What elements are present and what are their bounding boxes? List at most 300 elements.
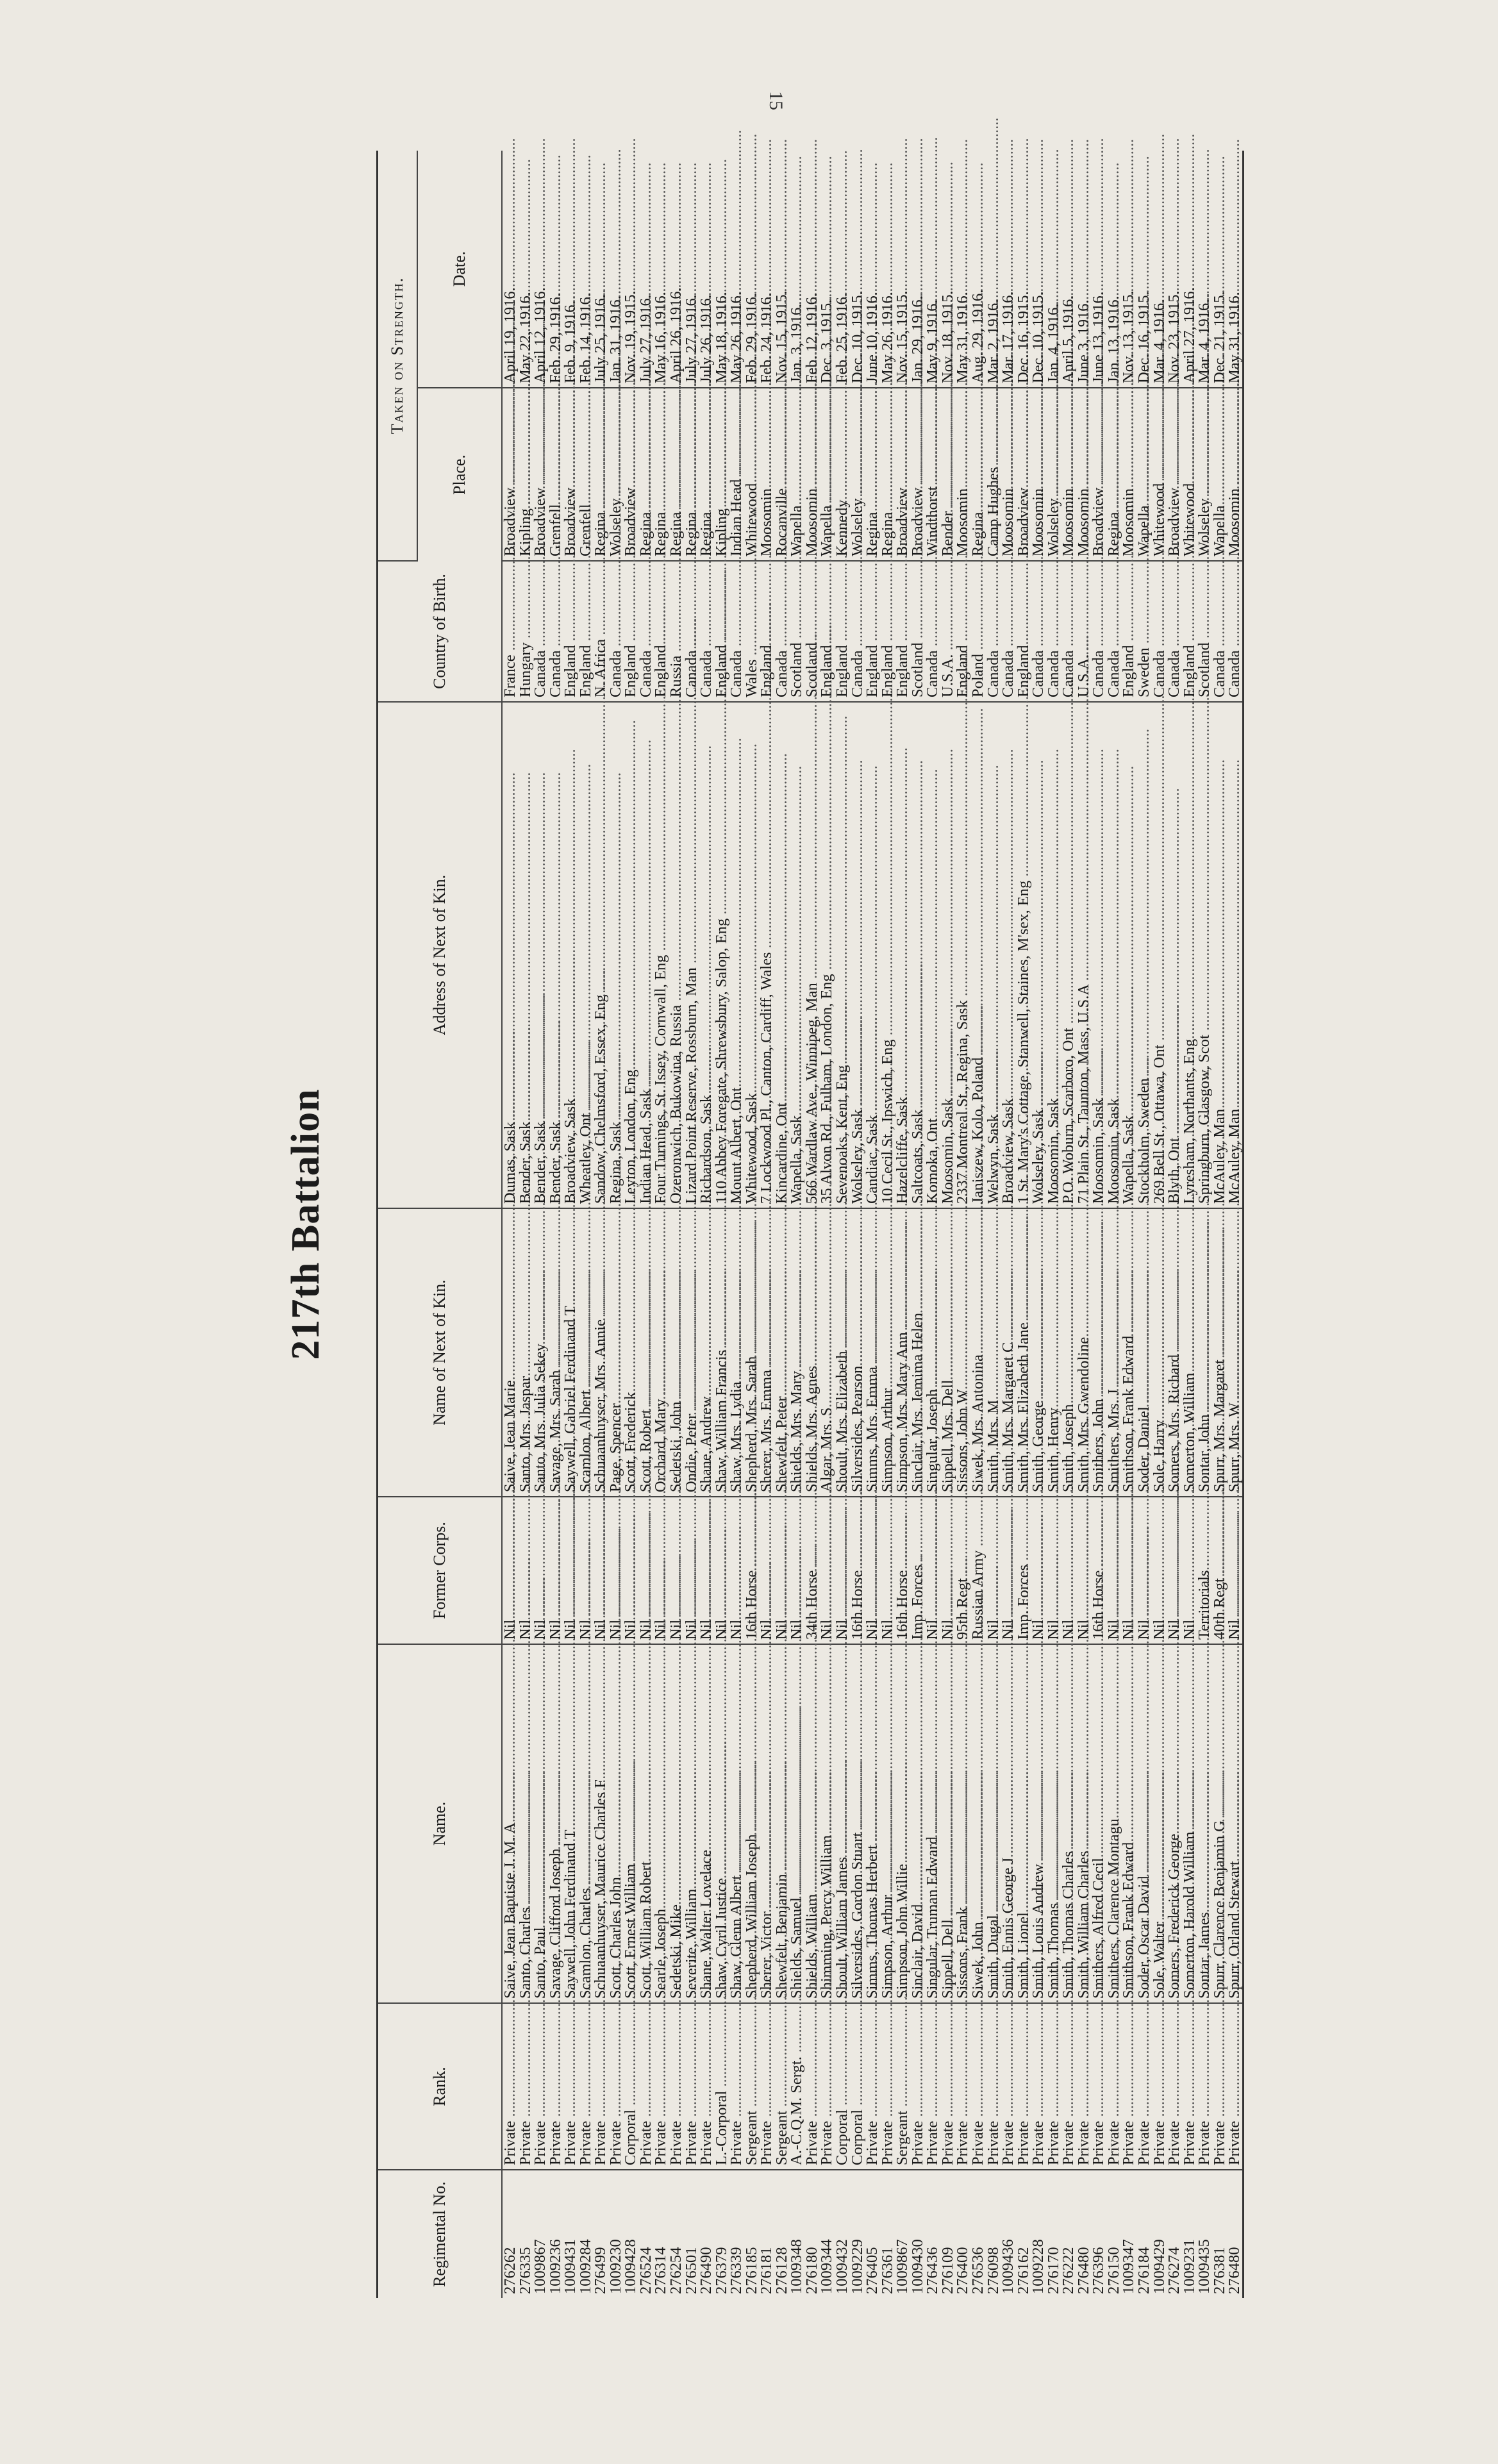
next-of-kin-cell bbox=[1106, 1208, 1122, 1497]
rank-cell-text: Private bbox=[1029, 2120, 1047, 2165]
country-cell-text: Scotland bbox=[788, 642, 806, 697]
next-of-kin-cell-text: Savage, Mrs. Sarah bbox=[546, 1370, 564, 1492]
regimental-no-cell-text: 276162 bbox=[1014, 2247, 1032, 2294]
former-corps-cell bbox=[669, 1497, 684, 1644]
next-of-kin-cell bbox=[548, 1208, 563, 1497]
address-cell-text: Saltcoats, Sask bbox=[908, 1110, 926, 1204]
name-cell-text: Somerton, Harold William bbox=[1180, 1831, 1198, 1999]
next-of-kin-cell-text: Schuaanhuyser, Mrs. Annie bbox=[592, 1319, 610, 1492]
name-cell bbox=[699, 1644, 714, 2003]
next-of-kin-cell bbox=[1197, 1208, 1212, 1497]
next-of-kin-cell bbox=[1061, 1208, 1076, 1497]
table-row bbox=[714, 151, 729, 2298]
place-cell-text: Rocanville bbox=[772, 488, 790, 556]
country-cell-text: Canada bbox=[546, 650, 564, 697]
next-of-kin-cell-text: Algar, Mrs. S bbox=[818, 1407, 836, 1492]
address-cell-text: Janiszew, Kolo, Poland bbox=[969, 1057, 986, 1204]
name-cell-text: Smith, Louis Andrew bbox=[1029, 1863, 1047, 1999]
next-of-kin-cell-text: Ondie, Peter bbox=[682, 1413, 700, 1492]
former-corps-cell-text: Nil bbox=[1165, 1619, 1183, 1640]
next-of-kin-cell bbox=[865, 1208, 880, 1497]
regimental-no-cell bbox=[744, 2170, 760, 2298]
country-cell bbox=[880, 561, 895, 702]
place-cell bbox=[1167, 388, 1182, 561]
former-corps-cell bbox=[1227, 1497, 1243, 1644]
place-cell-text: Moosomin bbox=[803, 488, 820, 556]
table-row bbox=[548, 151, 563, 2298]
address-cell bbox=[518, 702, 533, 1208]
regimental-no-cell-text: 276405 bbox=[863, 2247, 881, 2294]
name-cell-text: Sole, Walter bbox=[1150, 1921, 1168, 1999]
date-cell-text: July 27, 1916. bbox=[637, 294, 654, 383]
rank-cell-text: Private bbox=[954, 2120, 972, 2165]
date-cell-text: July 25, 1916. bbox=[592, 294, 610, 383]
former-corps-cell-text: Nil bbox=[833, 1619, 851, 1640]
next-of-kin-cell-text: Shields, Mrs. Mary bbox=[788, 1370, 806, 1492]
table-row bbox=[1046, 151, 1061, 2298]
next-of-kin-cell-text: Page, Spencer bbox=[606, 1403, 624, 1492]
address-cell bbox=[955, 702, 970, 1208]
place-cell-text: Regina bbox=[637, 512, 654, 556]
rank-cell bbox=[865, 2003, 880, 2170]
next-of-kin-cell bbox=[729, 1208, 744, 1497]
regimental-no-cell bbox=[623, 2170, 638, 2298]
former-corps-cell bbox=[1091, 1497, 1106, 1644]
name-cell-text: Savage, Clifford Joseph bbox=[546, 1848, 564, 1999]
address-cell-text: Komoka, Ont bbox=[924, 1118, 942, 1204]
country-cell-text: Canada bbox=[682, 650, 700, 697]
former-corps-cell bbox=[774, 1497, 790, 1644]
rank-cell-text: Private bbox=[908, 2120, 926, 2165]
place-cell bbox=[1152, 388, 1167, 561]
country-cell bbox=[835, 561, 850, 702]
former-corps-cell bbox=[819, 1497, 835, 1644]
rank-cell-text: Private bbox=[803, 2120, 820, 2165]
regimental-no-cell-text: 276180 bbox=[803, 2247, 820, 2294]
next-of-kin-cell bbox=[850, 1208, 865, 1497]
name-cell-text: Smith, Lionel bbox=[1014, 1912, 1032, 1999]
next-of-kin-cell-text: Scott, Frederick bbox=[622, 1392, 640, 1492]
regimental-no-cell bbox=[759, 2170, 774, 2298]
regimental-no-cell-text: 1009229 bbox=[848, 2239, 866, 2294]
name-cell bbox=[804, 1644, 820, 2003]
former-corps-cell-text: Nil bbox=[863, 1619, 881, 1640]
former-corps-cell-text: Nil bbox=[1150, 1619, 1168, 1640]
address-cell bbox=[1182, 702, 1197, 1208]
name-cell bbox=[593, 1644, 608, 2003]
rank-cell bbox=[578, 2003, 594, 2170]
date-cell-text: Dec. 10, 1915. bbox=[1029, 291, 1047, 383]
regimental-no-cell-text: 276400 bbox=[954, 2247, 972, 2294]
address-cell-text: Indian Head, Sask bbox=[637, 1089, 654, 1204]
regimental-no-cell-text: 1009432 bbox=[833, 2239, 851, 2294]
address-cell-text: 269 Bell St., Ottawa, Ont bbox=[1150, 1044, 1168, 1204]
regimental-no-cell bbox=[1106, 2170, 1122, 2298]
next-of-kin-cell bbox=[925, 1208, 940, 1497]
name-cell bbox=[1031, 1644, 1046, 2003]
place-cell bbox=[910, 388, 926, 561]
regimental-no-cell bbox=[1227, 2170, 1243, 2298]
rank-cell bbox=[1152, 2003, 1167, 2170]
next-of-kin-cell-text: Smith, Mrs. Margaret C bbox=[999, 1342, 1017, 1492]
place-cell bbox=[608, 388, 624, 561]
address-cell-text: Richardson, Sask bbox=[697, 1094, 715, 1204]
rank-cell bbox=[729, 2003, 744, 2170]
country-cell bbox=[1001, 561, 1016, 702]
country-cell-text: Canada bbox=[924, 650, 942, 697]
date-cell-text: Mar. 4, 1916. bbox=[1150, 299, 1168, 383]
name-cell bbox=[910, 1644, 926, 2003]
regimental-no-cell bbox=[684, 2170, 699, 2298]
former-corps-cell bbox=[970, 1497, 986, 1644]
country-cell-text: Hungary bbox=[516, 642, 534, 697]
rank-cell bbox=[1001, 2003, 1016, 2170]
date-cell-text: Nov. 19, 1915. bbox=[622, 290, 640, 383]
place-cell-text: Regina bbox=[667, 512, 685, 556]
header-taken-on-strength: Taken on Strength. bbox=[378, 151, 418, 561]
name-cell-text: Santo, Charles bbox=[516, 1907, 534, 1999]
country-cell-text: Scotland bbox=[803, 642, 820, 697]
rank-cell bbox=[699, 2003, 714, 2170]
regimental-no-cell-text: 1009431 bbox=[562, 2239, 579, 2294]
country-cell bbox=[819, 561, 835, 702]
address-cell bbox=[1227, 702, 1243, 1208]
place-cell-text: Kennedy bbox=[833, 499, 851, 556]
place-cell bbox=[1182, 388, 1197, 561]
rank-cell bbox=[744, 2003, 760, 2170]
rank-cell-text: Private bbox=[1150, 2120, 1168, 2165]
address-cell-text: 566 Wardlaw Ave., Winnipeg, Man bbox=[803, 983, 820, 1204]
next-of-kin-cell bbox=[774, 1208, 790, 1497]
regimental-no-cell bbox=[789, 2170, 804, 2298]
address-cell bbox=[638, 702, 654, 1208]
address-cell-text: Broadview, Sask bbox=[999, 1098, 1017, 1204]
regimental-no-cell-text: 1009429 bbox=[1150, 2239, 1168, 2294]
place-cell-text: Whitewood bbox=[1150, 483, 1168, 556]
next-of-kin-cell bbox=[835, 1208, 850, 1497]
regimental-no-cell bbox=[533, 2170, 548, 2298]
rank-cell bbox=[623, 2003, 638, 2170]
rank-cell-text: Private bbox=[682, 2120, 700, 2165]
table-row bbox=[1076, 151, 1092, 2298]
place-cell-text: Wolseley bbox=[1044, 498, 1062, 556]
regimental-no-cell bbox=[910, 2170, 926, 2298]
next-of-kin-cell bbox=[940, 1208, 956, 1497]
next-of-kin-cell-text: Shewfelt, Peter bbox=[772, 1396, 790, 1492]
place-cell bbox=[744, 388, 760, 561]
address-cell bbox=[895, 702, 910, 1208]
place-cell bbox=[865, 388, 880, 561]
next-of-kin-cell-text: Orchard, Mary bbox=[652, 1399, 670, 1492]
name-cell bbox=[865, 1644, 880, 2003]
date-cell-text: Nov. 13, 1915. bbox=[1120, 290, 1138, 383]
place-cell-text: Regina bbox=[592, 512, 610, 556]
country-cell bbox=[986, 561, 1001, 702]
former-corps-cell-text: Nil bbox=[606, 1619, 624, 1640]
next-of-kin-cell bbox=[714, 1208, 729, 1497]
former-corps-cell bbox=[744, 1497, 760, 1644]
country-cell-text: Canada bbox=[697, 650, 715, 697]
regimental-no-cell bbox=[1167, 2170, 1182, 2298]
next-of-kin-cell-text: Smith, Joseph bbox=[1060, 1404, 1078, 1492]
rank-cell-text: A.-C.Q.M. Sergt. bbox=[788, 2056, 806, 2165]
regimental-no-cell-text: 276181 bbox=[758, 2247, 776, 2294]
date-cell-text: Feb. 12, 1916. bbox=[803, 293, 820, 383]
rank-cell-text: Private bbox=[1074, 2120, 1092, 2165]
regimental-no-cell bbox=[1076, 2170, 1092, 2298]
next-of-kin-cell-text: Smithers, John bbox=[1090, 1399, 1108, 1492]
former-corps-cell bbox=[1136, 1497, 1152, 1644]
regimental-no-cell bbox=[986, 2170, 1001, 2298]
name-cell-text: Sedetski, Mike bbox=[667, 1904, 685, 1999]
next-of-kin-cell bbox=[1046, 1208, 1061, 1497]
name-cell-text: Soder, Oscar David bbox=[1135, 1876, 1153, 1999]
place-cell bbox=[1227, 388, 1243, 561]
date-cell-text: Nov. 15, 1915. bbox=[772, 290, 790, 383]
former-corps-cell bbox=[880, 1497, 895, 1644]
address-cell-text: Ozeronwich, Bukowina, Russia bbox=[667, 1004, 685, 1204]
address-cell-text: Welwyn, Sask bbox=[984, 1114, 1002, 1204]
rank-cell-text: Private bbox=[1060, 2120, 1078, 2165]
date-cell-text: Jan. 29, 1916. bbox=[908, 296, 926, 383]
rank-cell bbox=[940, 2003, 956, 2170]
date-cell-text: Nov. 18, 1915. bbox=[938, 290, 956, 383]
country-cell bbox=[1091, 561, 1106, 702]
country-cell bbox=[759, 561, 774, 702]
date-cell-text: Dec. 10, 1915. bbox=[848, 291, 866, 383]
next-of-kin-cell-text: Simpson, Mrs. Mary Ann bbox=[894, 1332, 911, 1492]
name-cell-text: Smithers, Alfred Cecil bbox=[1090, 1858, 1108, 1999]
country-cell bbox=[970, 561, 986, 702]
address-cell-text: McAuley, Man bbox=[1210, 1108, 1228, 1204]
address-cell bbox=[850, 702, 865, 1208]
date-cell-text: May 31, 1916. bbox=[1226, 292, 1244, 383]
name-cell bbox=[1076, 1644, 1092, 2003]
rank-cell-text: Private bbox=[1120, 2120, 1138, 2165]
name-cell bbox=[714, 1644, 729, 2003]
country-cell-text: N. Africa bbox=[592, 638, 610, 697]
name-cell bbox=[774, 1644, 790, 2003]
former-corps-cell-text: 34th Horse bbox=[803, 1570, 820, 1640]
table-row bbox=[940, 151, 956, 2298]
address-cell bbox=[502, 702, 518, 1208]
name-cell bbox=[970, 1644, 986, 2003]
table-row bbox=[1001, 151, 1016, 2298]
table-row bbox=[759, 151, 774, 2298]
country-cell bbox=[1212, 561, 1228, 702]
former-corps-cell bbox=[1152, 1497, 1167, 1644]
next-of-kin-cell bbox=[819, 1208, 835, 1497]
date-cell-text: Dec. 21, 1915. bbox=[1210, 291, 1228, 383]
rank-cell-text: Private bbox=[1165, 2120, 1183, 2165]
former-corps-cell bbox=[1076, 1497, 1092, 1644]
next-of-kin-cell bbox=[744, 1208, 760, 1497]
date-cell-text: April 27, 1916. bbox=[1180, 287, 1198, 383]
table-row bbox=[608, 151, 624, 2298]
date-cell-text: Mar. 2, 1916. bbox=[984, 299, 1002, 383]
header-name: Name. bbox=[378, 1644, 503, 2003]
address-cell bbox=[1001, 702, 1016, 1208]
name-cell-text: Smith, Thomas Charles bbox=[1060, 1851, 1078, 1999]
former-corps-cell-text: Nil bbox=[501, 1619, 519, 1640]
former-corps-cell bbox=[1031, 1497, 1046, 1644]
country-cell-text: France bbox=[501, 654, 519, 697]
place-cell bbox=[940, 388, 956, 561]
next-of-kin-cell bbox=[1227, 1208, 1243, 1497]
rank-cell bbox=[1136, 2003, 1152, 2170]
rank-cell-text: Private bbox=[938, 2120, 956, 2165]
rank-cell-text: Private bbox=[1226, 2120, 1244, 2165]
table-row bbox=[955, 151, 970, 2298]
country-cell bbox=[533, 561, 548, 702]
place-cell bbox=[502, 388, 518, 561]
address-cell bbox=[593, 702, 608, 1208]
name-cell-text: Scamlon, Charles bbox=[576, 1888, 594, 1999]
former-corps-cell-text: Nil bbox=[652, 1619, 670, 1640]
country-cell bbox=[774, 561, 790, 702]
date-cell-text: Feb. 29, 1916. bbox=[546, 293, 564, 383]
name-cell bbox=[789, 1644, 804, 2003]
rank-cell bbox=[910, 2003, 926, 2170]
address-cell-text: Sevenoaks, Kent, Eng bbox=[833, 1065, 851, 1204]
address-cell-text: Kincardine, Ont bbox=[772, 1103, 790, 1204]
next-of-kin-cell-text: Scamlon, Albert bbox=[576, 1390, 594, 1492]
table-row bbox=[1061, 151, 1076, 2298]
address-cell-text: 35 Alvon Rd., Fulham, London, Eng bbox=[818, 974, 836, 1204]
place-cell-text: Kipling bbox=[712, 508, 730, 556]
place-cell bbox=[593, 388, 608, 561]
name-cell bbox=[1182, 1644, 1197, 2003]
name-cell-text: Silversides, Gordon Stuart bbox=[848, 1832, 866, 1999]
address-cell-text: Broadview, Sask bbox=[562, 1098, 579, 1204]
rank-cell-text: Private bbox=[592, 2120, 610, 2165]
date-cell-text: Feb. 29, 1916. bbox=[742, 293, 760, 383]
rank-cell-text: Private bbox=[501, 2120, 519, 2165]
rank-cell-text: Private bbox=[1195, 2120, 1213, 2165]
country-cell-text: England bbox=[1180, 645, 1198, 697]
regimental-no-cell-text: 276222 bbox=[1060, 2247, 1078, 2294]
regimental-no-cell bbox=[955, 2170, 970, 2298]
former-corps-cell-text: Nil bbox=[938, 1619, 956, 1640]
former-corps-cell bbox=[835, 1497, 850, 1644]
place-cell-text: Regina bbox=[878, 512, 896, 556]
country-cell-text: Wales bbox=[742, 659, 760, 697]
regimental-no-cell-text: 276335 bbox=[516, 2247, 534, 2294]
address-cell bbox=[819, 702, 835, 1208]
rank-cell bbox=[1061, 2003, 1076, 2170]
next-of-kin-cell bbox=[910, 1208, 926, 1497]
rank-cell-text: Private bbox=[818, 2120, 836, 2165]
address-cell-text: Wheatley, Ont bbox=[576, 1113, 594, 1204]
place-cell-text: Moosomin bbox=[954, 488, 972, 556]
place-cell-text: Grenfell bbox=[576, 504, 594, 556]
regimental-no-cell-text: 276339 bbox=[728, 2247, 745, 2294]
regimental-no-cell bbox=[608, 2170, 624, 2298]
table-row bbox=[789, 151, 804, 2298]
header-regimental-no: Regimental No. bbox=[378, 2170, 503, 2298]
name-cell bbox=[1152, 1644, 1167, 2003]
name-cell-text: Sherer, Victor bbox=[758, 1911, 776, 1999]
rank-cell bbox=[518, 2003, 533, 2170]
name-cell-text: Smith, Thomas bbox=[1044, 1902, 1062, 1999]
former-corps-cell bbox=[533, 1497, 548, 1644]
address-cell-text: Whitewood, Sask bbox=[742, 1093, 760, 1204]
next-of-kin-cell-text: Singular, Joseph bbox=[924, 1389, 942, 1492]
name-cell bbox=[653, 1644, 669, 2003]
regimental-no-cell bbox=[1001, 2170, 1016, 2298]
regimental-no-cell-text: 1009867 bbox=[531, 2239, 549, 2294]
next-of-kin-cell-text: Smithers, Mrs. J bbox=[1104, 1389, 1122, 1492]
rank-cell bbox=[880, 2003, 895, 2170]
rank-cell bbox=[759, 2003, 774, 2170]
rank-cell-text: Private bbox=[1180, 2120, 1198, 2165]
rank-cell bbox=[563, 2003, 578, 2170]
rank-cell bbox=[850, 2003, 865, 2170]
place-cell-text: Regina bbox=[863, 512, 881, 556]
place-cell bbox=[638, 388, 654, 561]
place-cell bbox=[804, 388, 820, 561]
next-of-kin-cell-text: Spurr, Mrs. Margaret bbox=[1210, 1360, 1228, 1492]
rank-cell bbox=[955, 2003, 970, 2170]
table-row bbox=[1182, 151, 1197, 2298]
name-cell-text: Spurr, Clarence Benjamin G bbox=[1210, 1820, 1228, 1999]
country-cell-text: England bbox=[833, 645, 851, 697]
name-cell bbox=[502, 1644, 518, 2003]
name-cell bbox=[623, 1644, 638, 2003]
former-corps-cell bbox=[910, 1497, 926, 1644]
next-of-kin-cell bbox=[895, 1208, 910, 1497]
place-cell bbox=[1061, 388, 1076, 561]
country-cell bbox=[1121, 561, 1136, 702]
regimental-no-cell bbox=[774, 2170, 790, 2298]
address-cell-text: P.O. Woburn, Scarboro, Ont bbox=[1060, 1028, 1078, 1204]
date-cell-text: Feb. 25, 1916. bbox=[833, 293, 851, 383]
address-cell-text: Wapella, Sask bbox=[1120, 1115, 1138, 1204]
place-cell bbox=[880, 388, 895, 561]
address-cell-text: McAuley, Man bbox=[1226, 1108, 1244, 1204]
country-cell-text: U.S.A. bbox=[1074, 654, 1092, 697]
next-of-kin-cell bbox=[578, 1208, 594, 1497]
former-corps-cell-text: Nil bbox=[999, 1619, 1017, 1640]
former-corps-cell bbox=[623, 1497, 638, 1644]
country-cell bbox=[1046, 561, 1061, 702]
regimental-no-cell bbox=[1136, 2170, 1152, 2298]
name-cell bbox=[578, 1644, 594, 2003]
country-cell-text: England bbox=[1120, 645, 1138, 697]
regimental-no-cell bbox=[699, 2170, 714, 2298]
address-cell-text: Lyresham, Northants, Eng bbox=[1180, 1038, 1198, 1204]
country-cell-text: England bbox=[652, 645, 670, 697]
next-of-kin-cell-text: Scott, Robert bbox=[637, 1409, 654, 1492]
regimental-no-cell-text: 276490 bbox=[697, 2247, 715, 2294]
table-row bbox=[669, 151, 684, 2298]
rank-cell bbox=[774, 2003, 790, 2170]
place-cell-text: Wapella bbox=[818, 505, 836, 556]
name-cell-text: Santo, Paul bbox=[531, 1927, 549, 1999]
table-row bbox=[774, 151, 790, 2298]
former-corps-cell bbox=[1001, 1497, 1016, 1644]
regimental-no-cell bbox=[804, 2170, 820, 2298]
place-cell bbox=[533, 388, 548, 561]
name-cell-text: Simms, Thomas Herbert bbox=[863, 1845, 881, 1999]
place-cell bbox=[1076, 388, 1092, 561]
roll-body bbox=[502, 151, 1243, 2298]
place-cell-text: Wapella bbox=[1135, 505, 1153, 556]
table-row bbox=[1091, 151, 1106, 2298]
regimental-no-cell-text: 276150 bbox=[1104, 2247, 1122, 2294]
country-cell bbox=[548, 561, 563, 702]
former-corps-cell bbox=[1197, 1497, 1212, 1644]
